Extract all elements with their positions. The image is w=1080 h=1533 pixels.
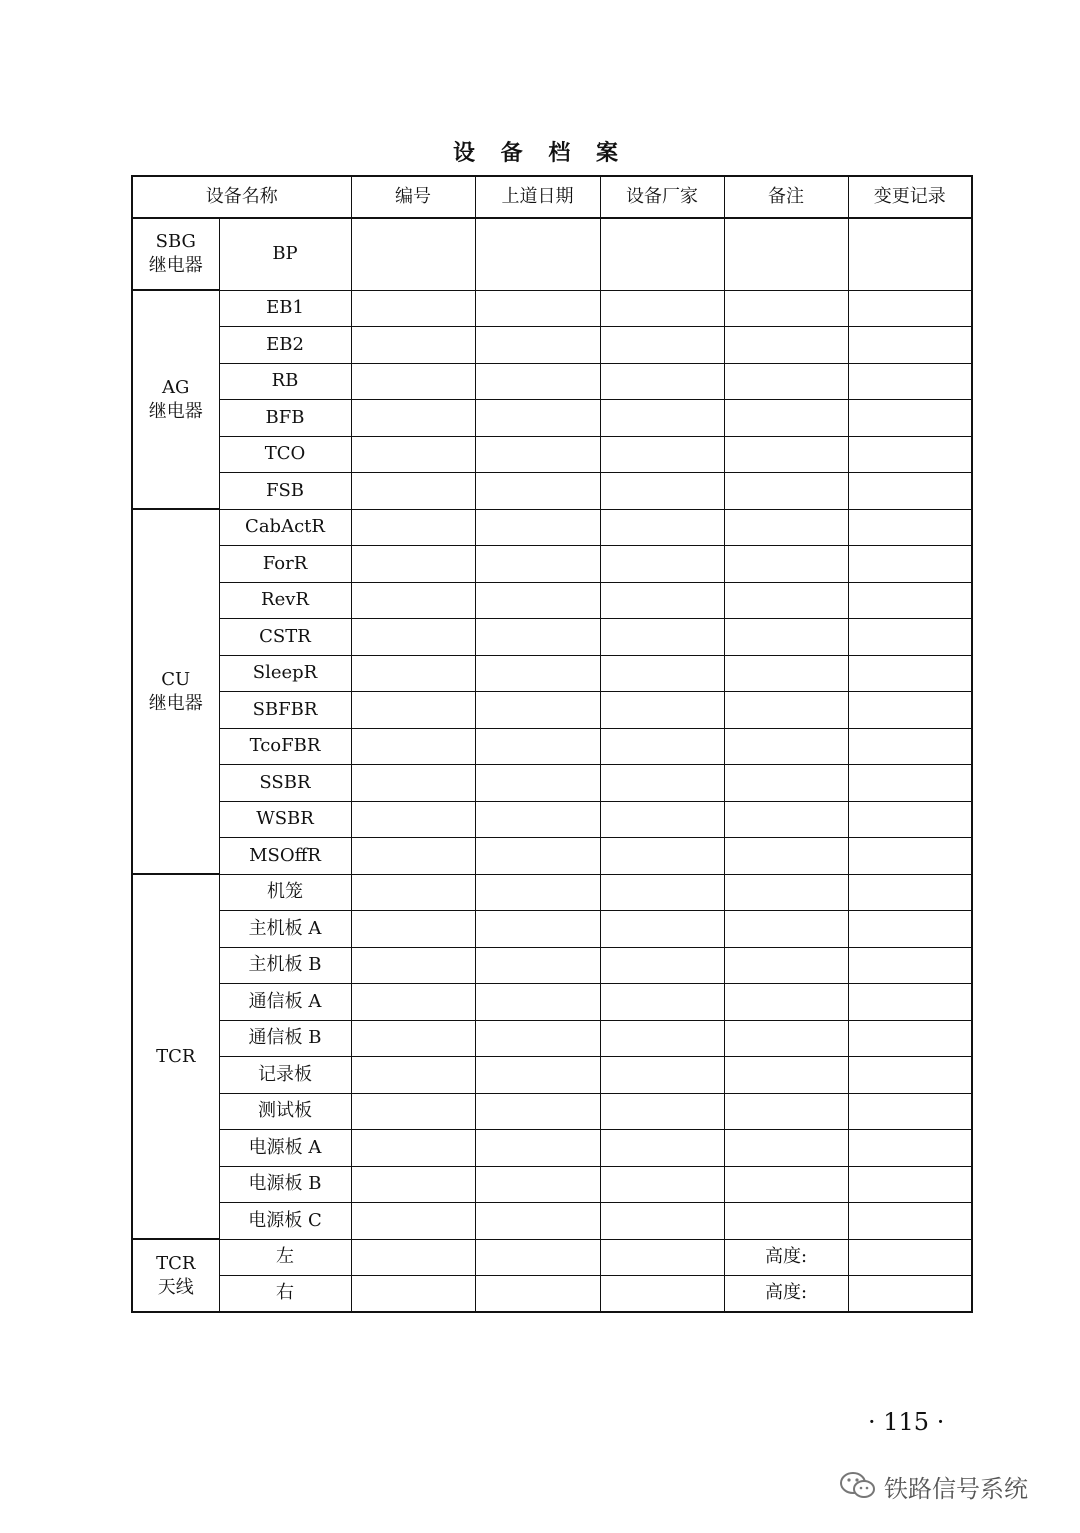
group-label-line: TCR xyxy=(156,1045,196,1067)
table-row xyxy=(132,545,972,582)
table-body xyxy=(132,218,972,1312)
empty-cell xyxy=(600,218,724,290)
group-label xyxy=(132,509,219,874)
empty-cell xyxy=(848,764,972,801)
empty-cell xyxy=(475,764,600,801)
empty-cell xyxy=(600,801,724,837)
device-item-name: 电源板 B xyxy=(219,1166,351,1202)
table-row xyxy=(132,1275,972,1312)
table-row xyxy=(132,472,972,509)
empty-cell xyxy=(475,691,600,728)
empty-cell xyxy=(724,910,848,947)
empty-cell xyxy=(600,582,724,618)
document-title: 设 备 档 案 xyxy=(453,141,627,166)
empty-cell xyxy=(475,728,600,764)
empty-cell xyxy=(848,947,972,983)
empty-cell xyxy=(475,983,600,1020)
empty-cell xyxy=(351,655,475,691)
empty-cell xyxy=(600,1093,724,1129)
empty-cell xyxy=(724,326,848,363)
group-label-line: 天线 xyxy=(157,1276,194,1298)
device-item-name: RevR xyxy=(219,582,351,618)
device-item-name: FSB xyxy=(219,472,351,509)
header-remarks: 备注 xyxy=(724,176,848,218)
empty-cell xyxy=(351,1275,475,1312)
empty-cell xyxy=(475,1202,600,1239)
device-item-name: 右 xyxy=(219,1275,351,1312)
empty-cell xyxy=(475,1056,600,1093)
empty-cell xyxy=(600,947,724,983)
empty-cell xyxy=(351,837,475,874)
empty-cell xyxy=(600,290,724,326)
device-item-name: EB1 xyxy=(219,290,351,326)
table-row xyxy=(132,728,972,764)
empty-cell xyxy=(351,218,475,290)
empty-cell xyxy=(848,655,972,691)
empty-cell xyxy=(724,1093,848,1129)
table-row xyxy=(132,691,972,728)
empty-cell xyxy=(351,618,475,655)
empty-cell xyxy=(351,1020,475,1056)
empty-cell xyxy=(475,363,600,399)
empty-cell xyxy=(724,436,848,472)
empty-cell xyxy=(724,764,848,801)
empty-cell xyxy=(475,399,600,436)
empty-cell xyxy=(600,983,724,1020)
table-row xyxy=(132,399,972,436)
empty-cell xyxy=(475,1129,600,1166)
empty-cell xyxy=(475,618,600,655)
empty-cell xyxy=(351,1093,475,1129)
empty-cell xyxy=(351,728,475,764)
empty-cell xyxy=(724,545,848,582)
empty-cell xyxy=(848,218,972,290)
device-item-name: 测试板 xyxy=(219,1093,351,1129)
group-label-line: 继电器 xyxy=(148,400,203,422)
group-label xyxy=(132,290,219,509)
empty-cell xyxy=(475,1275,600,1312)
table-row xyxy=(132,436,972,472)
empty-cell xyxy=(848,582,972,618)
empty-cell xyxy=(475,947,600,983)
device-item-name: 主机板 B xyxy=(219,947,351,983)
device-item-name: TcoFBR xyxy=(219,728,351,764)
device-item-name: BFB xyxy=(219,399,351,436)
header-install-date: 上道日期 xyxy=(475,176,600,218)
empty-cell xyxy=(351,764,475,801)
empty-cell xyxy=(600,618,724,655)
group-label-line: SBG xyxy=(155,231,196,252)
remark-cell: 高度: xyxy=(724,1239,848,1275)
device-item-name: 通信板 B xyxy=(219,1020,351,1056)
header-device-name: 设备名称 xyxy=(132,176,351,218)
empty-cell xyxy=(475,1093,600,1129)
device-item-name: MSOffR xyxy=(219,837,351,874)
device-item-name: 电源板 C xyxy=(219,1202,351,1239)
empty-cell xyxy=(848,545,972,582)
device-item-name: 记录板 xyxy=(219,1056,351,1093)
empty-cell xyxy=(848,1020,972,1056)
table-row xyxy=(132,655,972,691)
empty-cell xyxy=(724,655,848,691)
empty-cell xyxy=(848,837,972,874)
device-item-name: 机笼 xyxy=(219,874,351,910)
empty-cell xyxy=(724,363,848,399)
empty-cell xyxy=(475,655,600,691)
device-item-name: CSTR xyxy=(219,618,351,655)
empty-cell xyxy=(848,436,972,472)
device-item-name: RB xyxy=(219,363,351,399)
table-row xyxy=(132,801,972,837)
empty-cell xyxy=(724,1202,848,1239)
device-item-name: TCO xyxy=(219,436,351,472)
table-row xyxy=(132,509,972,545)
empty-cell xyxy=(351,910,475,947)
table-row xyxy=(132,910,972,947)
empty-cell xyxy=(600,1166,724,1202)
empty-cell xyxy=(351,363,475,399)
device-item-name: 通信板 A xyxy=(219,983,351,1020)
empty-cell xyxy=(600,509,724,545)
empty-cell xyxy=(600,1239,724,1275)
empty-cell xyxy=(848,399,972,436)
empty-cell xyxy=(351,801,475,837)
table-row xyxy=(132,1129,972,1166)
device-item-name: BP xyxy=(219,218,351,290)
table-row xyxy=(132,983,972,1020)
empty-cell xyxy=(724,509,848,545)
empty-cell xyxy=(600,1202,724,1239)
empty-cell xyxy=(848,691,972,728)
watermark-text: 铁路信号系统 xyxy=(884,1474,1028,1503)
empty-cell xyxy=(848,801,972,837)
device-item-name: SSBR xyxy=(219,764,351,801)
empty-cell xyxy=(724,618,848,655)
empty-cell xyxy=(724,1129,848,1166)
empty-cell xyxy=(600,1275,724,1312)
group-label xyxy=(132,1239,219,1312)
empty-cell xyxy=(475,436,600,472)
equipment-record-table xyxy=(131,175,973,1313)
empty-cell xyxy=(351,1056,475,1093)
empty-cell xyxy=(848,618,972,655)
header-manufacturer: 设备厂家 xyxy=(600,176,724,218)
empty-cell xyxy=(848,1166,972,1202)
table-header-row xyxy=(132,176,972,218)
empty-cell xyxy=(724,691,848,728)
device-item-name: EB2 xyxy=(219,326,351,363)
group-label xyxy=(132,218,219,290)
empty-cell xyxy=(351,983,475,1020)
empty-cell xyxy=(848,326,972,363)
empty-cell xyxy=(848,290,972,326)
empty-cell xyxy=(475,837,600,874)
empty-cell xyxy=(475,874,600,910)
empty-cell xyxy=(848,1202,972,1239)
empty-cell xyxy=(351,290,475,326)
empty-cell xyxy=(724,837,848,874)
empty-cell xyxy=(600,910,724,947)
empty-cell xyxy=(600,399,724,436)
table-row xyxy=(132,1239,972,1275)
empty-cell xyxy=(475,545,600,582)
empty-cell xyxy=(724,983,848,1020)
empty-cell xyxy=(475,509,600,545)
group-label-line: AG xyxy=(162,376,190,398)
header-number: 编号 xyxy=(351,176,475,218)
table-row xyxy=(132,1166,972,1202)
table-row xyxy=(132,290,972,326)
group-label-line: CU xyxy=(161,668,191,690)
group-label-line: TCR xyxy=(156,1252,196,1274)
empty-cell xyxy=(848,728,972,764)
empty-cell xyxy=(475,1239,600,1275)
table-row xyxy=(132,1056,972,1093)
empty-cell xyxy=(600,728,724,764)
table-row xyxy=(132,1202,972,1239)
device-item-name: ForR xyxy=(219,545,351,582)
empty-cell xyxy=(600,1020,724,1056)
empty-cell xyxy=(724,399,848,436)
empty-cell xyxy=(351,1239,475,1275)
device-item-name: 电源板 A xyxy=(219,1129,351,1166)
empty-cell xyxy=(724,874,848,910)
empty-cell xyxy=(351,582,475,618)
empty-cell xyxy=(351,874,475,910)
empty-cell xyxy=(848,1056,972,1093)
empty-cell xyxy=(600,691,724,728)
table-row xyxy=(132,1020,972,1056)
empty-cell xyxy=(351,472,475,509)
empty-cell xyxy=(600,874,724,910)
empty-cell xyxy=(724,290,848,326)
empty-cell xyxy=(848,472,972,509)
empty-cell xyxy=(475,218,600,290)
empty-cell xyxy=(600,472,724,509)
empty-cell xyxy=(724,801,848,837)
empty-cell xyxy=(848,1129,972,1166)
empty-cell xyxy=(724,582,848,618)
empty-cell xyxy=(351,326,475,363)
device-item-name: SleepR xyxy=(219,655,351,691)
empty-cell xyxy=(600,1129,724,1166)
watermark xyxy=(838,1466,1028,1506)
table-row xyxy=(132,874,972,910)
group-label-line: 继电器 xyxy=(148,692,203,714)
empty-cell xyxy=(848,363,972,399)
empty-cell xyxy=(475,910,600,947)
empty-cell xyxy=(351,1129,475,1166)
table-row xyxy=(132,1093,972,1129)
empty-cell xyxy=(848,910,972,947)
table-row xyxy=(132,582,972,618)
empty-cell xyxy=(724,1166,848,1202)
empty-cell xyxy=(475,582,600,618)
empty-cell xyxy=(724,728,848,764)
table-row xyxy=(132,218,972,290)
device-item-name: 左 xyxy=(219,1239,351,1275)
empty-cell xyxy=(475,472,600,509)
empty-cell xyxy=(475,290,600,326)
page-number: · 115 · xyxy=(868,1408,945,1436)
empty-cell xyxy=(351,399,475,436)
empty-cell xyxy=(600,363,724,399)
empty-cell xyxy=(475,1166,600,1202)
empty-cell xyxy=(724,947,848,983)
empty-cell xyxy=(351,436,475,472)
empty-cell xyxy=(848,983,972,1020)
empty-cell xyxy=(600,655,724,691)
empty-cell xyxy=(600,326,724,363)
group-label-line: 继电器 xyxy=(148,255,203,276)
empty-cell xyxy=(724,472,848,509)
device-item-name: 主机板 A xyxy=(219,910,351,947)
empty-cell xyxy=(600,545,724,582)
remark-cell: 高度: xyxy=(724,1275,848,1312)
header-change-log: 变更记录 xyxy=(848,176,972,218)
device-item-name: SBFBR xyxy=(219,691,351,728)
empty-cell xyxy=(724,1056,848,1093)
table-row xyxy=(132,618,972,655)
empty-cell xyxy=(724,218,848,290)
empty-cell xyxy=(351,1166,475,1202)
table-row xyxy=(132,363,972,399)
empty-cell xyxy=(848,1239,972,1275)
empty-cell xyxy=(351,691,475,728)
empty-cell xyxy=(351,509,475,545)
empty-cell xyxy=(351,947,475,983)
table-row xyxy=(132,764,972,801)
empty-cell xyxy=(600,764,724,801)
empty-cell xyxy=(351,545,475,582)
table-row xyxy=(132,947,972,983)
empty-cell xyxy=(600,436,724,472)
device-item-name: CabActR xyxy=(219,509,351,545)
empty-cell xyxy=(600,1056,724,1093)
wechat-icon xyxy=(838,1470,878,1502)
empty-cell xyxy=(848,1275,972,1312)
empty-cell xyxy=(475,1020,600,1056)
device-item-name: WSBR xyxy=(219,801,351,837)
empty-cell xyxy=(351,1202,475,1239)
empty-cell xyxy=(475,801,600,837)
empty-cell xyxy=(724,1020,848,1056)
table-row xyxy=(132,837,972,874)
table-row xyxy=(132,326,972,363)
empty-cell xyxy=(475,326,600,363)
empty-cell xyxy=(848,509,972,545)
empty-cell xyxy=(600,837,724,874)
empty-cell xyxy=(848,1093,972,1129)
group-label xyxy=(132,874,219,1239)
empty-cell xyxy=(848,874,972,910)
